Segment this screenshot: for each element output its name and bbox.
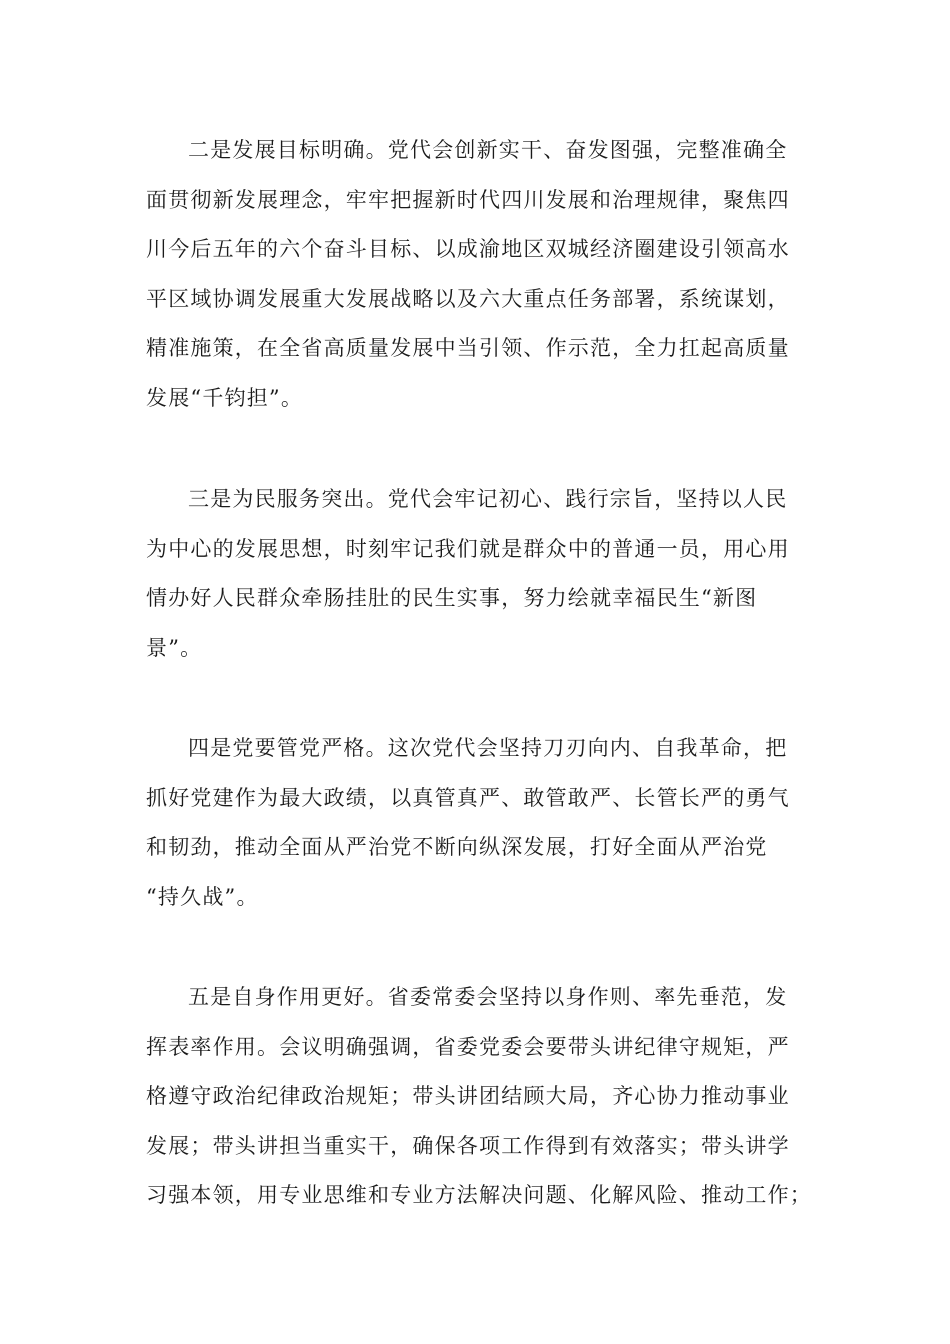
text-line: 五是自身作用更好。省委常委会坚持以身作则、率先垂范，发 — [188, 985, 788, 1009]
text-line: 发展“千钧担”。 — [146, 385, 304, 410]
text-line: 挥表率作用。会议明确强调，省委党委会要带头讲纪律守规矩，严 — [146, 1034, 790, 1059]
paragraph-leading-role — [146, 973, 826, 1221]
paragraph-party-discipline — [146, 724, 826, 922]
text-line: 抓好党建作为最大政绩，以真管真严、敢管敢严、长管长严的勇气 — [146, 785, 790, 810]
text-line: 川今后五年的六个奋斗目标、以成渝地区双城经济圈建设引领高水 — [146, 237, 790, 261]
text-line: “持久战”。 — [146, 884, 259, 909]
text-line: 二是发展目标明确。党代会创新实干、奋发图强，完整准确全 — [188, 138, 788, 162]
text-line: 四是党要管党严格。这次党代会坚持刀刃向内、自我革命，把 — [188, 736, 788, 760]
text-line: 为中心的发展思想，时刻牢记我们就是群众中的普通一员，用心用 — [146, 536, 790, 561]
text-line: 景”。 — [146, 635, 203, 660]
paragraph-serving-people — [146, 475, 826, 673]
text-line: 格遵守政治纪律政治规矩；带头讲团结顾大局，齐心协力推动事业 — [146, 1084, 790, 1108]
text-line: 面贯彻新发展理念，牢牢把握新时代四川发展和治理规律，聚焦四 — [146, 187, 790, 212]
text-line: 三是为民服务突出。党代会牢记初心、践行宗旨，坚持以人民 — [188, 487, 788, 511]
text-line: 情办好人民群众牵肠挂肚的民生实事，努力绘就幸福民生“新图 — [146, 586, 758, 610]
text-line: 平区域协调发展重大发展战略以及六大重点任务部署，系统谋划， — [146, 286, 790, 311]
paragraph-development-goals — [146, 126, 826, 423]
text-line: 精准施策，在全省高质量发展中当引领、作示范，全力扛起高质量 — [146, 336, 790, 360]
text-line: 和韧劲，推动全面从严治党不断向纵深发展，打好全面从严治党 — [146, 835, 768, 859]
text-line: 发展；带头讲担当重实干，确保各项工作得到有效落实；带头讲学 — [146, 1133, 790, 1158]
text-line: 习强本领，用专业思维和专业方法解决问题、化解风险、推动工作； — [146, 1183, 812, 1207]
